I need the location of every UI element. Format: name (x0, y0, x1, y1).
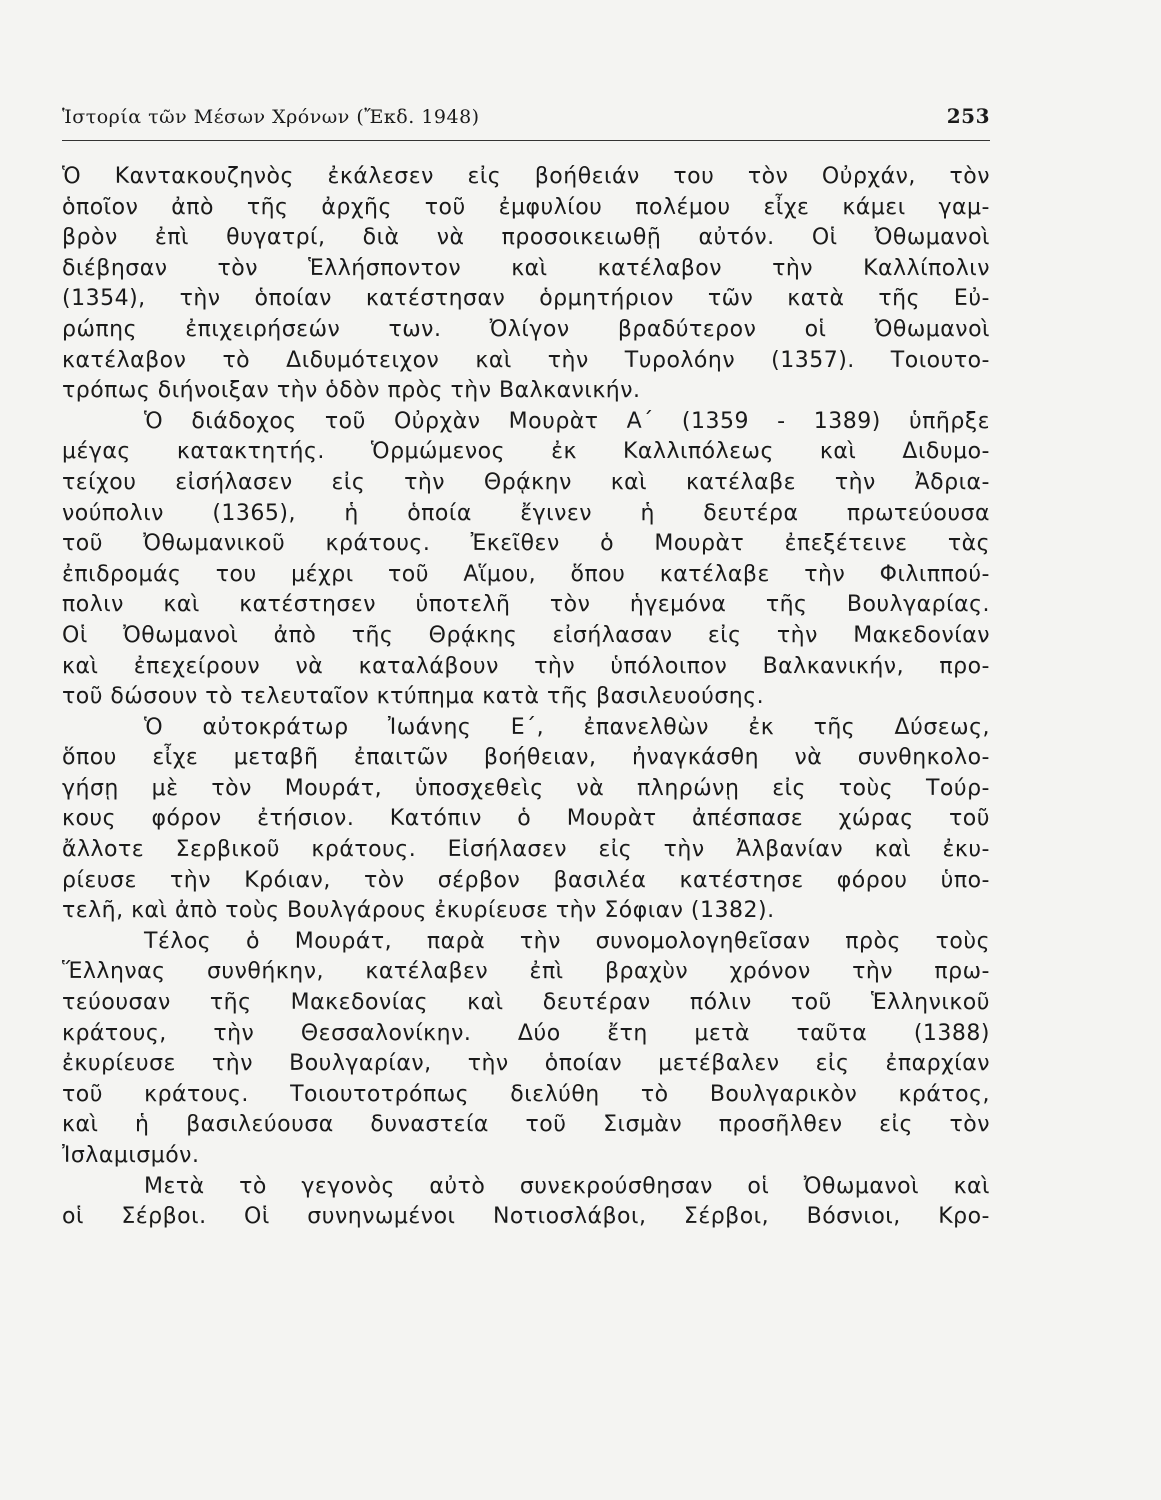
body-text (62, 162, 990, 1233)
text-line: μέγας κατακτητής. Ὁρμώμενος ἐκ Καλλιπόλεως καὶ Διδυμο- (62, 439, 990, 465)
text-line: ἄλλοτε Σερβικοῦ κράτους. Εἰσήλασεν εἰς τὴν Ἀλβανίαν καὶ ἐκυ- (62, 837, 990, 863)
header-rule (62, 140, 990, 141)
text-line: ὁποῖον ἀπὸ τῆς ἀρχῆς τοῦ ἐμφυλίου πολέμου εἶχε κάμει γαμ- (62, 194, 990, 220)
text-line: Ὁ Καντακουζηνὸς ἐκάλεσεν εἰς βοήθειάν του τὸν Οὐρχάν, τὸν (62, 164, 990, 189)
text-line: Ἰσλαμισμόν. (62, 1143, 200, 1168)
text-line: βρὸν ἐπὶ θυγατρί, διὰ νὰ προσοικειωθῇ αὐτόν. Οἱ Ὀθωμανοὶ (62, 225, 990, 251)
text-line: τοῦ Ὀθωμανικοῦ κράτους. Ἐκεῖθεν ὁ Μουρὰτ ἐπεξέτεινε τὰς (62, 531, 990, 557)
page-number: 253 (946, 104, 990, 128)
text-line: πολιν καὶ κατέστησεν ὑποτελῆ τὸν ἡγεμόνα τῆς Βουλγαρίας. (62, 592, 990, 618)
text-line: κατέλαβον τὸ Διδυμότειχον καὶ τὴν Τυρολόην (1357). Τοιουτο- (62, 347, 990, 373)
text-line: καὶ ἡ βασιλεύουσα δυναστεία τοῦ Σισμὰν προσῆλθεν εἰς τὸν (62, 1112, 990, 1138)
running-head-title: Ἱστορία τῶν Μέσων Χρόνων (Ἔκδ. 1948) (62, 106, 480, 128)
text-line: ἐκυρίευσε τὴν Βουλγαρίαν, τὴν ὁποίαν μετέβαλεν εἰς ἐπαρχίαν (62, 1051, 990, 1077)
text-line: ὅπου εἶχε μεταβῆ ἐπαιτῶν βοήθειαν, ἠναγκάσθη νὰ συνθηκολο- (62, 745, 990, 771)
text-line: Μετὰ τὸ γεγονὸς αὐτὸ συνεκρούσθησαν οἱ Ὀθωμανοὶ καὶ (144, 1173, 990, 1199)
text-line: γήσῃ μὲ τὸν Μουράτ, ὑποσχεθεὶς νὰ πληρώνῃ εἰς τοὺς Τούρ- (62, 775, 990, 801)
text-line: Ὁ αὐτοκράτωρ Ἰωάνης Ε΄, ἐπανελθὼν ἐκ τῆς Δύσεως, (144, 714, 990, 740)
text-line: ρίευσε τὴν Κρόιαν, τὸν σέρβον βασιλέα κατέστησε φόρου ὑπο- (62, 867, 990, 893)
text-line: ἐπιδρομάς του μέχρι τοῦ Αἵμου, ὅπου κατέλαβε τὴν Φιλιππού- (62, 561, 990, 587)
text-line: κους φόρον ἐτήσιον. Κατόπιν ὁ Μουρὰτ ἀπέσπασε χώρας τοῦ (62, 806, 990, 832)
text-line: τελῆ, καὶ ἀπὸ τοὺς Βουλγάρους ἐκυρίευσε τὴν Σόφιαν (1382). (62, 898, 775, 924)
text-line: τοῦ κράτους. Τοιουτοτρόπως διελύθη τὸ Βουλγαρικὸν κράτος, (62, 1081, 990, 1107)
text-line: διέβησαν τὸν Ἑλλήσποντον καὶ κατέλαβον τὴν Καλλίπολιν (62, 255, 990, 281)
text-line: Τέλος ὁ Μουράτ, παρὰ τὴν συνομολογηθεῖσαν πρὸς τοὺς (144, 928, 990, 954)
text-line: Ὁ διάδοχος τοῦ Οὐρχὰν Μουρὰτ Α΄ (1359 - 1389) ὑπῆρξε (144, 408, 990, 434)
text-line: Οἱ Ὀθωμανοὶ ἀπὸ τῆς Θρᾴκης εἰσήλασαν εἰς τὴν Μακεδονίαν (62, 622, 990, 648)
text-line: Ἕλληνας συνθήκην, κατέλαβεν ἐπὶ βραχὺν χρόνον τὴν πρω- (62, 959, 990, 985)
text-line: οἱ Σέρβοι. Οἱ συνηνωμένοι Νοτιοσλάβοι, Σέρβοι, Βόσνιοι, Κρο- (62, 1204, 990, 1230)
text-line: (1354), τὴν ὁποίαν κατέστησαν ὁρμητήριον τῶν κατὰ τῆς Εὐ- (62, 286, 990, 312)
text-line: ρώπης ἐπιχειρήσεών των. Ὀλίγον βραδύτερον οἱ Ὀθωμανοὶ (62, 316, 990, 342)
running-header (62, 100, 990, 134)
text-line: νούπολιν (1365), ἡ ὁποία ἔγινεν ἡ δευτέρα πρωτεύουσα (62, 500, 990, 526)
text-line: κράτους, τὴν Θεσσαλονίκην. Δύο ἔτη μετὰ ταῦτα (1388) (62, 1020, 990, 1046)
text-line: τεύουσαν τῆς Μακεδονίας καὶ δευτέραν πόλιν τοῦ Ἑλληνικοῦ (62, 990, 990, 1016)
text-line: τρόπως διήνοιξαν τὴν ὁδὸν πρὸς τὴν Βαλκανικήν. (62, 378, 641, 404)
text-line: τείχου εἰσήλασεν εἰς τὴν Θρᾴκην καὶ κατέλαβε τὴν Ἀδρια- (62, 469, 990, 495)
text-line: τοῦ δώσουν τὸ τελευταῖον κτύπημα κατὰ τῆς βασιλευούσης. (62, 684, 765, 710)
text-line: καὶ ἐπεχείρουν νὰ καταλάβουν τὴν ὑπόλοιπον Βαλκανικήν, προ- (62, 653, 990, 679)
